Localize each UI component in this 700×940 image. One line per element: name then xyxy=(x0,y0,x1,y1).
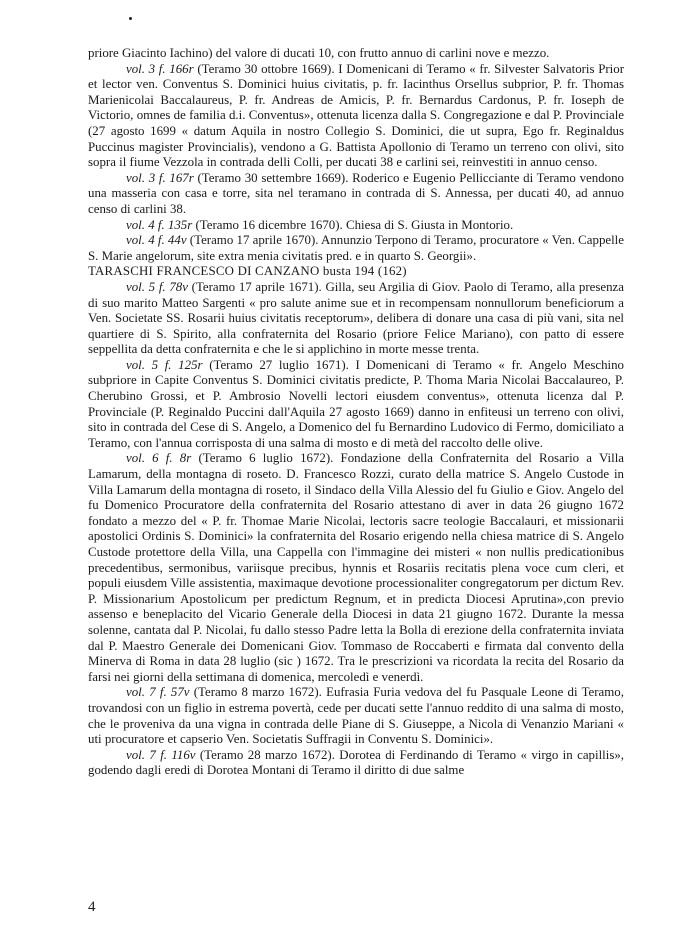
entry-paragraph xyxy=(88,233,624,264)
paragraph-text: priore Giacinto Iachino) del valore di ducati 10, con frutto annuo di carlini nove e mezzo. xyxy=(88,46,550,60)
entry-paragraph xyxy=(88,280,624,358)
volume-reference: vol. 4 f. 135r xyxy=(126,217,193,232)
paragraph-text: (Teramo 8 marzo 1672). Eufrasia Furia vedova del fu Pasquale Leone di Teramo, trovandosi con un figlio in estrema povertà, cede per ducati sette l'annuo reddito di una salma di mosto, che le proveniva da una vigna in contrada delle Piane di S. Giuseppe, a Nicola di Venanzio Mariani « uti procuratore et capserio Ven. Societatis Suffragii in Conventu S. Dominici». xyxy=(88,685,624,747)
volume-reference: vol. 7 f. 116v xyxy=(126,747,196,762)
section-heading: TARASCHI FRANCESCO DI CANZANO busta 194 (162) xyxy=(88,264,407,279)
entry-paragraph xyxy=(88,358,624,452)
paragraph-text: (Teramo 27 luglio 1671). I Domenicani di Teramo « fr. Angelo Meschino subpriore in Capite Conventus S. Dominici civitatis predicte, P. Thoma Maria Nicolai Baccalaureo, P. Cherubino Grossi, et P. Ambrosio Novelli lectori eiusdem conventus», ottenuta licenza dal P. Provinciale (P. Reginaldo Puccini dall'Aquila 27 agosto 1669) danno in enfiteusi un terreno con olivi, sito in contrada del Cese di S. Angelo, a Domenico del fu Bernardino Ludovico di Fermo, domiciliato a Teramo, con l'annua corrisposta di una salma di mosto e di metà del raccolto delle olive. xyxy=(88,357,625,450)
entry-paragraph xyxy=(88,685,624,747)
volume-reference: vol. 3 f. 166r xyxy=(126,61,194,76)
entry-paragraph xyxy=(88,748,624,779)
entry-paragraph xyxy=(88,171,624,218)
volume-reference: vol. 4 f. 44v xyxy=(126,233,187,248)
paragraph-text: (Teramo 17 aprile 1671). Gilla, seu Argilia di Giov. Paolo di Teramo, alla presenza di suo marito Matteo Sargenti « pro salute anime sue et in recompensam nonnullorum beneficiorum a Ven. Societate SS. Rosarii huius civitatis receptorum», delibera di donare una casa di più vani, sita nel quartiere di S. Spirito, alla confraternita del Rosario (priore Felice Mariano), con patto di essere seppellita da detta confraternita e che le si applichino in morte messe trenta. xyxy=(88,279,624,357)
entry-paragraph xyxy=(88,451,624,685)
paragraph-text: (Teramo 30 settembre 1669). Roderico e Eugenio Pellicciante di Teramo vendono una masseria con casa e torre, sita nel teramano in contrada di S. Annessa, per ducati 40, ad annuo censo di carlini 38. xyxy=(88,170,624,216)
paragraph-text: (Teramo 28 marzo 1672). Dorotea di Ferdinando di Teramo « virgo in capillis», godendo dagli eredi di Dorotea Montani di Teramo il diritto di due salme xyxy=(88,747,625,778)
paragraph-text: (Teramo 6 luglio 1672). Fondazione della Confraternita del Rosario a Villa Lamarum, della montagna di roseto. D. Francesco Rozzi, curato della matrice S. Angelo Custode in Villa Lamarum della montagna di roseto, il Sindaco della Villa Alessio del fu Giulio e Giov. Angelo del fu Domenico Procuratore della confraternita del Rosario attestano di aver in data 26 giugno 1672 fondato a mezzo del « P. fr. Thomae Marie Nicolai, lectoris sacre teologie Baccalauri, et missionarii apostolici Ordinis S. Dominici» la confraternita del Rosario erigendo nella chiesa matrice di S. Angelo Custode protettore della Villa, una Cappella con l'immagine dei misteri « non nullis predicationibus precedentibus, sermonibus, variisque precibus, hynnis et Rosariis recitatis plena voce cum cleri, et populi eiusdem Ville assistentia, maximaque devotione processionaliter congregatorum per dictum Rev. P. Missionarium Apostolicum per predictum Regnum, et in predicta Diocesi Aprutina»,con previo assenso e beneplacito del Vicario Generale della Diocesi in data 21 giugno 1672. Durante la messa solenne, cantata dal P. Nicolai, fu dallo stesso Padre letta la Bolla di erezione della confraternita inviata dal P. Maestro Generale dei Domenicani Giov. Tommaso de Roccaberti e firmata dal convento della Minerva di Roma in data 28 luglio (sic ) 1672. Tra le prescrizioni va ricordata la recita del Rosario da farsi nei giorni della settimana di domenica, mercoledì e venerdì. xyxy=(88,451,624,684)
page-number: 4 xyxy=(88,899,96,915)
entry-paragraph xyxy=(88,218,624,234)
paragraph-continuation xyxy=(88,46,624,62)
document-body xyxy=(88,46,624,779)
volume-reference: vol. 7 f. 57v xyxy=(126,685,190,700)
paragraph-text: (Teramo 30 ottobre 1669). I Domenicani di Teramo « fr. Silvester Salvatoris Prior et lector ven. Conventus S. Dominici huius civitatis, p. fr. Iacinthus Orsellus subprior, P. fr. Thomas Marienicolai Baccalaureus, P. fr. Andreas de Amicis, P. fr. Bernardus Cardonus, P. fr. Ioseph de Victorio, omnes de familia d.i. Conventus», ottenuta licenza dalla S. Congregazione e dal P. Provinciale (27 agosto 1699 « datum Aquila in nostro Collegio S. Dominici, die ut supra, Ego fr. Reginaldus Puccinus magister Provincialis), vendono a G. Battista Apollonio di Teramo un terreno con olivi, sito sopra il fiume Vezzola in contrada delli Colli, per ducati 38 e carlini sei, reinvestiti in annuo censo. xyxy=(88,61,624,170)
volume-reference: vol. 5 f. 125r xyxy=(126,357,203,372)
volume-reference: vol. 5 f. 78v xyxy=(126,279,188,294)
paragraph-text: (Teramo 17 aprile 1670). Annunzio Terpono di Teramo, procuratore « Ven. Cappelle S. Marie angelorum, site extra menia civitatis pred. e in quarto S. Georgii». xyxy=(88,233,624,263)
volume-reference: vol. 3 f. 167r xyxy=(126,170,194,185)
volume-reference: vol. 6 f. 8r xyxy=(126,451,192,466)
paragraph-text: (Teramo 16 dicembre 1670). Chiesa di S. Giusta in Montorio. xyxy=(192,217,514,232)
entry-paragraph xyxy=(88,62,624,171)
printing-speck xyxy=(129,17,132,20)
